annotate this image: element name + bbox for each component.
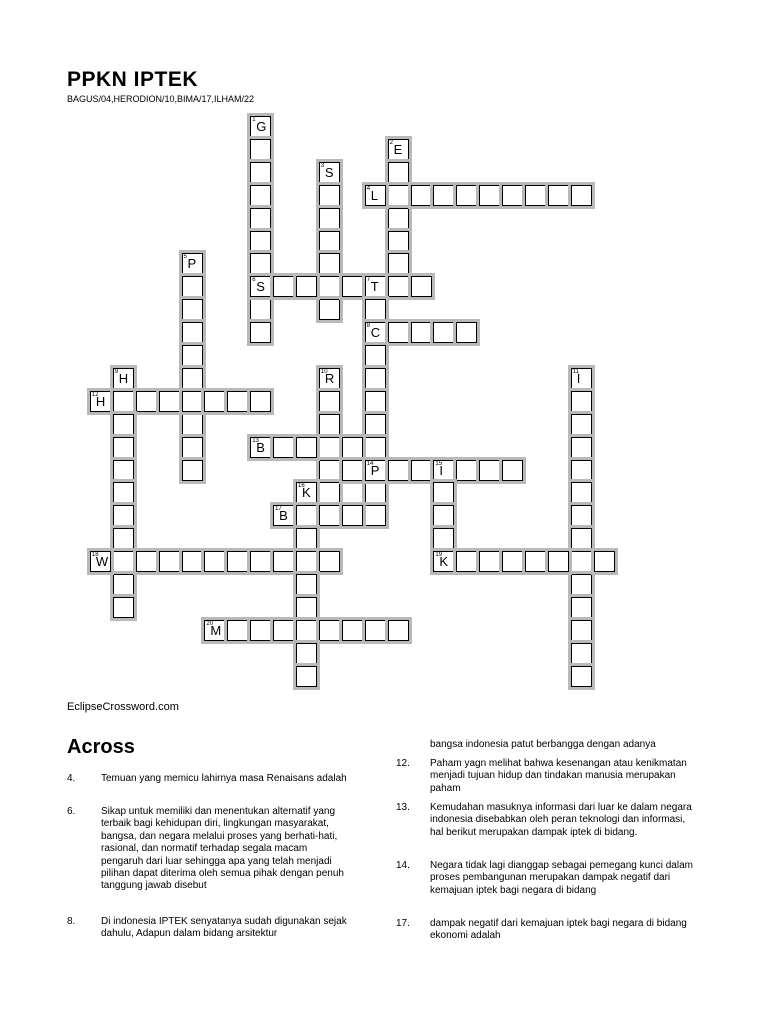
crossword-cell[interactable] [388,162,409,183]
crossword-cell[interactable] [319,482,340,503]
crossword-cell[interactable] [182,253,203,274]
crossword-cell[interactable] [594,551,615,572]
crossword-cell[interactable] [113,551,134,572]
cell-letter: S [256,279,265,295]
crossword-cell[interactable] [342,460,363,481]
crossword-cell[interactable] [479,551,500,572]
crossword-cell[interactable] [296,620,317,641]
cell-number: 10 [320,368,328,375]
crossword-cell[interactable] [273,620,294,641]
cell-letter: C [370,325,381,341]
crossword-cell[interactable] [571,551,592,572]
crossword-cell[interactable] [296,551,317,572]
cell-letter: R [324,370,335,386]
crossword-cell[interactable] [90,391,111,412]
crossword-cell[interactable] [571,414,592,435]
crossword-cell[interactable] [296,437,317,458]
crossword-cell[interactable] [182,322,203,343]
crossword-cell[interactable] [411,276,432,297]
clue-text: bangsa indonesia patut berbangga dengan adanya [430,739,656,750]
crossword-cell[interactable] [250,391,271,412]
crossword-cell[interactable] [571,185,592,206]
crossword-cell[interactable] [227,551,248,572]
clue-number: 14. [396,860,410,871]
cell-number: 4 [366,185,371,192]
crossword-cell[interactable] [113,391,134,412]
crossword-cell[interactable] [113,574,134,595]
crossword-cell[interactable] [113,437,134,458]
crossword-cell[interactable] [319,299,340,320]
crossword-cell[interactable] [571,482,592,503]
crossword-cell[interactable] [296,528,317,549]
crossword-cell[interactable] [388,185,409,206]
crossword-cell[interactable] [159,551,180,572]
cell-number: 19 [435,552,443,559]
crossword-cell[interactable] [296,276,317,297]
puzzle-authors: BAGUS/04,HERODION/10,BIMA/17,ILHAM/22 [67,94,255,104]
crossword-cell[interactable] [365,460,386,481]
cell-letter: B [279,508,288,524]
cell-number: 13 [252,437,259,444]
crossword-cell[interactable] [365,368,386,389]
cell-number: 8 [366,323,371,330]
crossword-cell[interactable] [319,460,340,481]
crossword-cell[interactable] [319,551,340,572]
crossword-cell[interactable] [182,276,203,297]
crossword-cell[interactable] [525,551,546,572]
crossword-cell[interactable] [456,460,477,481]
cell-letter: L [370,187,378,203]
crossword-cell[interactable] [502,460,523,481]
crossword-cell[interactable] [273,551,294,572]
clue-number: 8. [67,916,76,927]
cell-letter: I [439,462,444,478]
crossword-cell[interactable] [365,322,386,343]
clue-number: 6. [67,806,76,817]
crossword-cell[interactable] [296,505,317,526]
clue-number: 12. [396,758,410,769]
cell-letter: M [210,622,222,638]
crossword-cell[interactable] [250,116,271,137]
credit-text: EclipseCrossword.com [67,701,179,713]
crossword-cell[interactable] [571,368,592,389]
clue-text: dampak negatif dari kemajuan iptek bagi negara di bidang ekonomi adalah [430,918,687,942]
cell-number: 12 [91,391,99,398]
crossword-cell[interactable] [182,414,203,435]
crossword-cell[interactable] [479,460,500,481]
cell-number: 9 [114,368,119,375]
crossword-cell[interactable] [388,620,409,641]
crossword-cell[interactable] [296,666,317,687]
crossword-cell[interactable] [433,528,454,549]
crossword-cell[interactable] [365,299,386,320]
crossword-cell[interactable] [182,437,203,458]
crossword-cell[interactable] [571,505,592,526]
crossword-cell[interactable] [250,139,271,160]
crossword-cell[interactable] [182,345,203,366]
crossword-cell[interactable] [113,482,134,503]
crossword-cell[interactable] [319,253,340,274]
cell-number: 15 [435,460,443,467]
crossword-cell[interactable] [113,505,134,526]
crossword-cell[interactable] [113,460,134,481]
cell-letter: I [576,370,581,386]
cell-letter: K [302,485,311,501]
crossword-cell[interactable] [388,322,409,343]
cell-letter: H [95,393,106,409]
cell-letter: K [439,554,449,570]
crossword-cell[interactable] [525,185,546,206]
crossword-cell[interactable] [182,391,203,412]
crossword-cell[interactable] [365,482,386,503]
crossword-cell[interactable] [411,322,432,343]
crossword-cell[interactable] [388,460,409,481]
crossword-cell[interactable] [182,299,203,320]
clue-text: Temuan yang memicu lahirnya masa Renaisans adalah [101,773,347,784]
cell-number: 2 [389,139,393,146]
crossword-cell[interactable] [250,185,271,206]
crossword-cell[interactable] [342,276,363,297]
crossword-cell[interactable] [502,185,523,206]
crossword-cell[interactable] [433,551,454,572]
crossword-cell[interactable] [136,551,157,572]
crossword-cell[interactable] [571,620,592,641]
crossword-cell[interactable] [159,391,180,412]
crossword-cell[interactable] [388,208,409,229]
crossword-cell[interactable] [548,185,569,206]
clue-text: Di indonesia IPTEK senyatanya sudah digunakan sejak dahulu, Adapun dalam bidang arsitektur [101,916,347,940]
crossword-cell[interactable] [365,391,386,412]
crossword-cell[interactable] [456,185,477,206]
crossword-cell[interactable] [250,322,271,343]
crossword-cell[interactable] [250,208,271,229]
crossword-cell[interactable] [433,482,454,503]
crossword-cell[interactable] [388,139,409,160]
crossword-cell[interactable] [502,551,523,572]
crossword-cell[interactable] [571,574,592,595]
crossword-cell[interactable] [319,208,340,229]
clue-text: Sikap untuk memiliki dan menentukan alternatif yang terbaik bagi kehidupan diri, lingkungan masyarakat, bangsa, dan negara melalui proses yang berhati-hati, rasional, dan normatif terhadap segala macam pengaruh dari luar sehingga apa yang telah menjadi pilihan dapat diterima oleh semua pihak dengan penuh tanggung jawab disebut [101,806,344,892]
crossword-cell[interactable] [571,528,592,549]
crossword-cell[interactable] [182,460,203,481]
crossword-cell[interactable] [433,460,454,481]
crossword-cell[interactable] [365,276,386,297]
crossword-cell[interactable] [250,231,271,252]
crossword-cell[interactable] [456,322,477,343]
crossword-cell[interactable] [273,505,294,526]
crossword-cell[interactable] [571,460,592,481]
cell-number: 7 [366,277,371,284]
cell-number: 1 [252,117,256,123]
cell-letter: T [370,279,379,295]
clue-text: Kemudahan masuknya informasi dari luar ke dalam negara indonesia disebabkan oleh peran teknologi dan informasi, hal berikut merupakan dampak iptek di bidang. [430,802,692,838]
crossword-cell[interactable] [113,597,134,618]
cell-number: 17 [275,506,282,513]
cell-number: 20 [206,620,214,627]
crossword-cell[interactable] [571,643,592,664]
crossword-cell[interactable] [273,437,294,458]
crossword-cell[interactable] [227,620,248,641]
crossword-cell[interactable] [250,276,271,297]
crossword-cell[interactable] [456,551,477,572]
crossword-cell[interactable] [411,185,432,206]
crossword-cell[interactable] [365,505,386,526]
crossword-cell[interactable] [411,460,432,481]
cell-letter: G [256,119,267,134]
clue-text: Paham yagn melihat bahwa kesenangan atau kenikmatan menjadi tujuan hidup dan tindakan manusia merupakan paham [430,758,687,794]
crossword-cell[interactable] [388,231,409,252]
crossword-cell[interactable] [204,391,225,412]
crossword-cell[interactable] [296,597,317,618]
crossword-cell[interactable] [365,437,386,458]
crossword-cell[interactable] [342,437,363,458]
crossword-cell[interactable] [113,528,134,549]
crossword-cell[interactable] [250,299,271,320]
crossword-cell[interactable] [113,368,134,389]
crossword-cell[interactable] [296,643,317,664]
crossword-cell[interactable] [388,276,409,297]
cell-letter: P [370,462,380,478]
crossword-cell[interactable] [479,185,500,206]
crossword-cell[interactable] [319,368,340,389]
clue-number: 13. [396,802,410,813]
crossword-cell[interactable] [319,505,340,526]
crossword-cell[interactable] [365,620,386,641]
cell-number: 11 [572,368,580,375]
crossword-cell[interactable] [319,185,340,206]
cell-number: 3 [320,162,325,169]
crossword-cell[interactable] [365,414,386,435]
cell-letter: B [256,439,265,455]
crossword-cell[interactable] [548,551,569,572]
across-heading: Across [67,736,135,758]
crossword-cell[interactable] [182,368,203,389]
crossword-cell[interactable] [296,482,317,503]
crossword-cell[interactable] [250,551,271,572]
crossword-cell[interactable] [388,253,409,274]
crossword-cell[interactable] [250,620,271,641]
crossword-cell[interactable] [319,162,340,183]
crossword-cell[interactable] [113,414,134,435]
crossword-cell[interactable] [342,505,363,526]
crossword-cell[interactable] [319,414,340,435]
crossword-cell[interactable] [250,437,271,458]
crossword-cell[interactable] [296,574,317,595]
crossword-cell[interactable] [319,437,340,458]
crossword-cell[interactable] [227,391,248,412]
cell-number: 14 [366,460,374,467]
crossword-cell[interactable] [433,185,454,206]
crossword-cell[interactable] [571,391,592,412]
crossword-cell[interactable] [250,162,271,183]
crossword-cell[interactable] [250,253,271,274]
crossword-cell[interactable] [433,505,454,526]
crossword-cell[interactable] [204,620,225,641]
crossword-cell[interactable] [204,551,225,572]
crossword-cell[interactable] [342,620,363,641]
crossword-cell[interactable] [571,597,592,618]
crossword-cell[interactable] [571,666,592,687]
cell-number: 6 [252,277,256,284]
crossword-cell[interactable] [365,345,386,366]
puzzle-title: PPKN IPTEK [67,68,199,91]
crossword-cell[interactable] [365,185,386,206]
cell-number: 18 [91,552,99,559]
cell-letter: H [118,370,129,386]
cell-letter: E [393,141,403,157]
cell-letter: W [95,554,109,570]
clue-number: 4. [67,773,76,784]
cell-number: 5 [183,254,187,261]
crossword-cell[interactable] [319,276,340,297]
crossword-cell[interactable] [90,551,111,572]
cell-letter: P [187,256,197,272]
crossword-cell[interactable] [273,276,294,297]
cell-number: 16 [298,483,305,490]
crossword-cell[interactable] [319,391,340,412]
cell-letter: S [324,164,334,180]
crossword-cell[interactable] [136,391,157,412]
crossword-cell[interactable] [433,322,454,343]
crossword-cell[interactable] [319,231,340,252]
crossword-cell[interactable] [182,551,203,572]
crossword-cell[interactable] [319,620,340,641]
clue-number: 17. [396,918,410,929]
clue-text: Negara tidak lagi dianggap sebagai pemegang kunci dalam proses pembangunan merupakan dampak negatif dari kemajuan iptek bagi negara di bidang [430,860,693,896]
crossword-cell[interactable] [571,437,592,458]
